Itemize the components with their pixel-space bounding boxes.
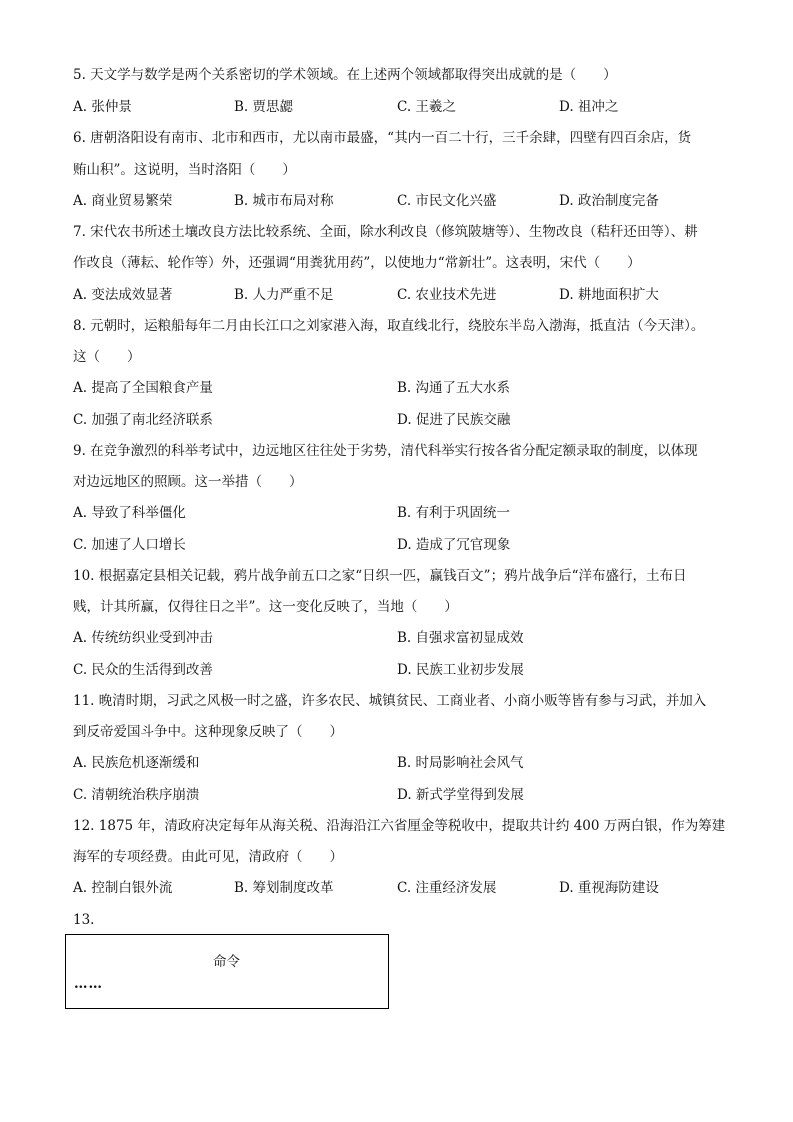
option-d: D. 重视海防建设 — [559, 880, 659, 896]
question-stem: 作改良（薄耘、轮作等）外，还强调“用粪犹用药”，以使地力“常新壮”。这表明，宋代（ ） — [73, 255, 641, 271]
option-d: D. 促进了民族交融 — [397, 412, 511, 428]
question-stem: 12. 1875 年，清政府决定每年从海关税、沿海沿江六省厘金等税收中，提取共计约 400 万两白银，作为筹建 — [73, 818, 726, 834]
option-d: D. 耕地面积扩大 — [559, 287, 659, 303]
option-a: A. 民族危机逐渐缓和 — [73, 755, 200, 771]
question-number: 13. — [73, 912, 95, 928]
question-stem: 贱，计其所赢，仅得往日之半”。这一变化反映了，当地（ ） — [73, 599, 458, 615]
option-d: D. 造成了冗官现象 — [397, 537, 511, 553]
question-stem: 9. 在竞争激烈的科举考试中，边远地区往往处于劣势，清代科举实行按各省分配定额录取的制度，以体现 — [73, 443, 698, 459]
option-a: A. 导致了科举僵化 — [73, 505, 186, 521]
question-stem: 6. 唐朝洛阳设有南市、北市和西市，尤以南市最盛，“其内一百二十行，三千余肆，四壁有四百余店，货 — [73, 130, 692, 146]
question-stem: 8. 元朝时，运粮船每年二月由长江口之刘家港入海，取直线北行，绕胶东半岛入渤海，抵直沽（今天津）。 — [73, 318, 705, 334]
option-b: B. 沟通了五大水系 — [397, 380, 511, 396]
option-c: C. 民众的生活得到改善 — [73, 662, 213, 678]
option-d: D. 新式学堂得到发展 — [397, 787, 524, 803]
option-a: A. 张仲景 — [73, 99, 132, 115]
option-c: C. 清朝统治秩序崩溃 — [73, 787, 200, 803]
question-stem: 到反帝爱国斗争中。这种现象反映了（ ） — [73, 724, 343, 740]
option-b: B. 有利于巩固统一 — [397, 505, 511, 521]
option-a: A. 传统纺织业受到冲击 — [73, 630, 213, 646]
question-stem: 10. 根据嘉定县相关记载，鸦片战争前五口之家“日织一匹，赢钱百文”；鸦片战争后“洋布盛行，土布日 — [73, 568, 687, 584]
option-c: C. 王羲之 — [397, 99, 456, 115]
material-text: …… — [74, 976, 103, 992]
question-stem: 贿山积”。这说明，当时洛阳（ ） — [73, 162, 296, 178]
option-a: A. 商业贸易繁荣 — [73, 193, 173, 209]
option-a: A. 变法成效显著 — [73, 287, 173, 303]
option-b: B. 贾思勰 — [234, 99, 294, 115]
option-b: B. 时局影响社会风气 — [397, 755, 524, 771]
option-c: C. 农业技术先进 — [397, 287, 497, 303]
option-d: D. 民族工业初步发展 — [397, 662, 524, 678]
question-stem: 7. 宋代农书所述土壤改良方法比较系统、全面，除水利改良（修筑陂塘等）、生物改良（秸秆还田等）、耕 — [73, 224, 698, 240]
question-stem: 对边远地区的照顾。这一举措（ ） — [73, 474, 303, 490]
material-title: 命令 — [213, 954, 240, 970]
question-stem: 海军的专项经费。由此可见，清政府（ ） — [73, 849, 343, 865]
material-box — [65, 934, 389, 1009]
option-a: A. 提高了全国粮食产量 — [73, 380, 213, 396]
option-b: B. 城市布局对称 — [234, 193, 334, 209]
option-c: C. 市民文化兴盛 — [397, 193, 497, 209]
question-stem: 11. 晚清时期，习武之风极一时之盛，许多农民、城镇贫民、工商业者、小商小贩等皆有参与习武，并加入 — [73, 693, 707, 709]
option-d: D. 祖冲之 — [559, 99, 619, 115]
question-stem: 这（ ） — [73, 349, 141, 365]
option-b: B. 人力严重不足 — [234, 287, 334, 303]
option-c: C. 注重经济发展 — [397, 880, 497, 896]
option-a: A. 控制白银外流 — [73, 880, 173, 896]
option-b: B. 筹划制度改革 — [234, 880, 334, 896]
option-c: C. 加强了南北经济联系 — [73, 412, 213, 428]
question-stem: 5. 天文学与数学是两个关系密切的学术领域。在上述两个领域都取得突出成就的是（ ） — [73, 67, 617, 83]
option-b: B. 自强求富初显成效 — [397, 630, 524, 646]
option-c: C. 加速了人口增长 — [73, 537, 186, 553]
option-d: D. 政治制度完备 — [559, 193, 659, 209]
